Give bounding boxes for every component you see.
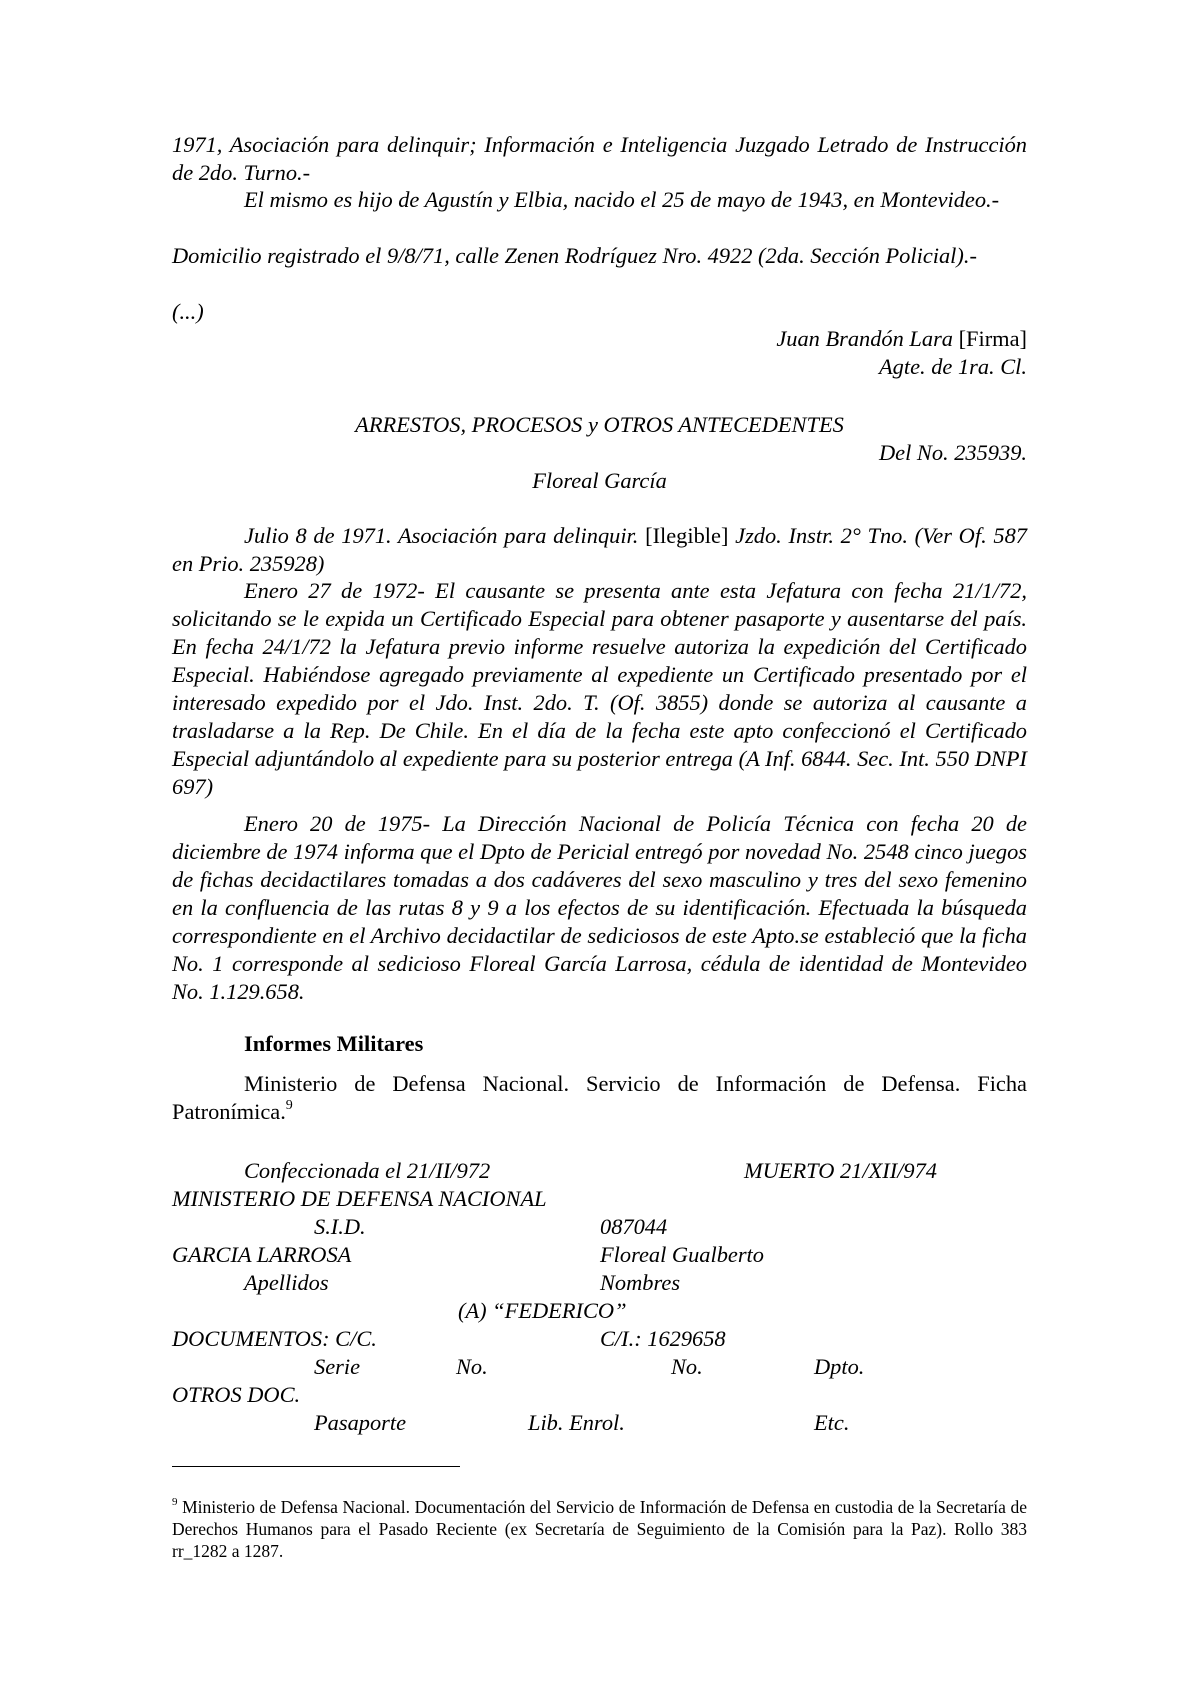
ficha-confeccionada: Confeccionada el 21/II/972 xyxy=(244,1158,491,1183)
military-heading: Informes Militares xyxy=(244,1031,424,1056)
military-intro-text: Ministerio de Defensa Nacional. Servicio de Información de Defensa. Ficha Patronímica. xyxy=(172,1071,1027,1124)
record-title: ARRESTOS, PROCESOS y OTROS ANTECEDENTES xyxy=(355,412,844,437)
footnote-text: Ministerio de Defensa Nacional. Documentación del Servicio de Información de Defensa en custodia de la Secretaría de Derechos Humanos para el Pasado Reciente (ex Secretaría de Seguimiento de la Comisión para la Paz). Rollo 383 rr_1282 a 1287. xyxy=(172,1496,1028,1561)
ficha-otros-doc: OTROS DOC. xyxy=(172,1382,301,1407)
ficha-dpto: Dpto. xyxy=(814,1354,865,1379)
record-entry-1975: Enero 20 de 1975- La Dirección Nacional de Policía Técnica con fecha 20 de diciembre de 1974 informa que el Dpto de Pericial entregó por novedad No. 2548 cinco juegos de fichas decidactilares tomadas a dos cadáveres del sexo masculino y tres del sexo femenino en la confluencia de las rutas 8 y 9 a los efectos de su identificación. Efectuada la búsqueda correspondiente en el Archivo decidactilar de sediciosos de este Apto.se estableció que la ficha No. 1 corresponde al sedicioso Floreal García Larrosa, cédula de identidad de Montevideo No. 1.129.658. xyxy=(172,811,1027,1004)
signature-rank: Agte. de 1ra. Cl. xyxy=(878,354,1027,379)
ficha-ministerio: MINISTERIO DE DEFENSA NACIONAL xyxy=(172,1186,547,1211)
record-entry-1972: Enero 27 de 1972- El causante se presenta ante esta Jefatura con fecha 21/1/72, solicitando se le expida un Certificado Especial para obtener pasaporte y ausentarse del país. En fecha 24/1/72 la Jefatura previo informe resuelve autoriza la expedición del Certificado Especial. Habiéndose agregado previamente al expediente un Certificado presentado por el interesado expedido por el Jdo. Inst. 2do. T. (Of. 3855) donde se autoriza al causante a trasladarse a la Rep. De Chile. En el día de la fecha este apto confeccionó el Certificado Especial adjuntándolo al expediente para su posterior entrega (A Inf. 6844. Sec. Int. 550 DNPI 697) xyxy=(172,578,1027,799)
record-entry-1971 xyxy=(172,522,1027,578)
ficha-documentos: DOCUMENTOS: C/C. xyxy=(172,1326,377,1351)
footnote xyxy=(172,1496,1027,1562)
ficha-apellidos-value: GARCIA LARROSA xyxy=(172,1242,352,1267)
signature-line xyxy=(172,325,1027,353)
ficha-muerto: MUERTO 21/XII/974 xyxy=(744,1158,937,1183)
ficha-etc: Etc. xyxy=(814,1410,850,1435)
ellipsis-marker: (...) xyxy=(172,299,204,324)
ficha-apellidos-label: Apellidos xyxy=(244,1270,329,1295)
ficha-nombres-value: Floreal Gualberto xyxy=(600,1242,764,1267)
ficha-alias: (A) “FEDERICO” xyxy=(458,1298,627,1323)
paragraph-domicile: Domicilio registrado el 9/8/71, calle Zenen Rodríguez Nro. 4922 (2da. Sección Policial).- xyxy=(172,243,977,268)
ficha-no-2: No. xyxy=(671,1354,703,1379)
signature-name: Juan Brandón Lara xyxy=(776,326,953,351)
record-person: Floreal García xyxy=(532,468,667,493)
ficha-ci: C/I.: 1629658 xyxy=(600,1326,726,1351)
military-intro xyxy=(172,1070,1027,1126)
ficha-nombres-label: Nombres xyxy=(600,1270,681,1295)
footnote-reference: 9 xyxy=(285,1097,293,1113)
paragraph-parents-birth: El mismo es hijo de Agustín y Elbia, nacido el 25 de mayo de 1943, en Montevideo.- xyxy=(244,187,1000,212)
signature-bracket: [Firma] xyxy=(958,326,1027,351)
ficha-lib-enrol: Lib. Enrol. xyxy=(528,1410,625,1435)
record-number: Del No. 235939. xyxy=(878,440,1027,465)
entry1-illegible: [Ilegible] xyxy=(645,523,729,548)
ficha-sid: S.I.D. xyxy=(314,1214,366,1239)
entry1-text-b: Jzdo. Instr. 2° Tno. (Ver Of. 587 en Prio. 235928) xyxy=(172,523,1027,576)
ficha-no-1: No. xyxy=(456,1354,488,1379)
footnote-number: 9 xyxy=(172,1495,178,1508)
ficha-serie: Serie xyxy=(314,1354,361,1379)
ficha-pasaporte: Pasaporte xyxy=(314,1410,407,1435)
entry1-text-a: Julio 8 de 1971. Asociación para delinquir. xyxy=(244,523,639,548)
paragraph-arrest-1971: 1971, Asociación para delinquir; Información e Inteligencia Juzgado Letrado de Instrucción de 2do. Turno.- xyxy=(172,132,1027,185)
footnote-separator xyxy=(172,1466,460,1467)
ficha-sid-number: 087044 xyxy=(600,1214,668,1239)
